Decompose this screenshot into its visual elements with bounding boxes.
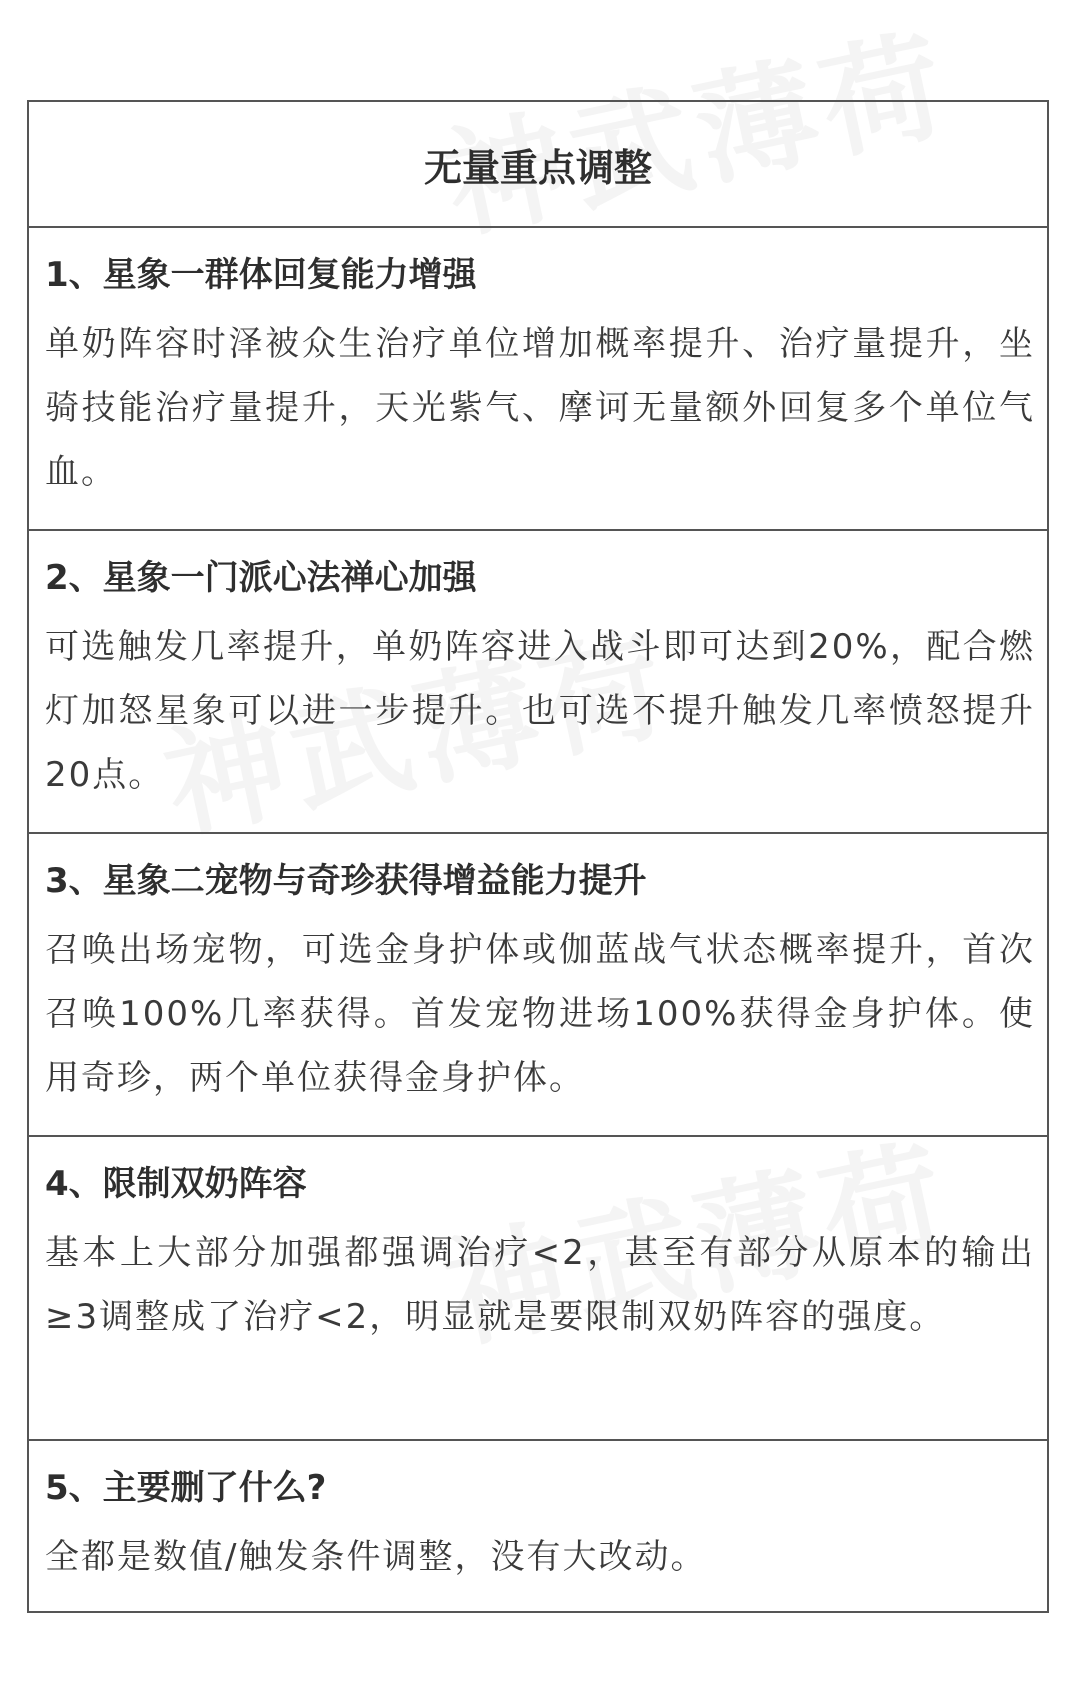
- section-4: [29, 1137, 1047, 1441]
- section-heading: 5、主要删了什么?: [45, 1468, 327, 1508]
- page-title: 无量重点调整: [29, 102, 1047, 228]
- section-5: [29, 1441, 1047, 1611]
- section-body: 基本上大部分加强都强调治疗<2，甚至有部分从原本的输出≥3调整成了治疗<2，明显就是要限制双奶阵容的强度。: [45, 1233, 1035, 1337]
- section-heading: 2、星象一门派心法禅心加强: [45, 558, 477, 598]
- adjustment-table: [27, 100, 1049, 1613]
- section-heading: 1、星象一群体回复能力增强: [45, 255, 477, 295]
- section-body: 召唤出场宠物，可选金身护体或伽蓝战气状态概率提升，首次召唤100%几率获得。首发宠物进场100%获得金身护体。使用奇珍，两个单位获得金身护体。: [45, 930, 1035, 1098]
- section-body: 单奶阵容时泽被众生治疗单位增加概率提升、治疗量提升，坐骑技能治疗量提升，天光紫气、摩诃无量额外回复多个单位气血。: [45, 324, 1035, 492]
- section-body: 全都是数值/触发条件调整，没有大改动。: [45, 1537, 707, 1577]
- section-2: [29, 531, 1047, 834]
- section-1: [29, 228, 1047, 531]
- section-heading: 4、限制双奶阵容: [45, 1164, 307, 1204]
- section-3: [29, 834, 1047, 1137]
- section-body: 可选触发几率提升，单奶阵容进入战斗即可达到20%，配合燃灯加怒星象可以进一步提升。也可选不提升触发几率愤怒提升20点。: [45, 627, 1035, 795]
- section-heading: 3、星象二宠物与奇珍获得增益能力提升: [45, 861, 647, 901]
